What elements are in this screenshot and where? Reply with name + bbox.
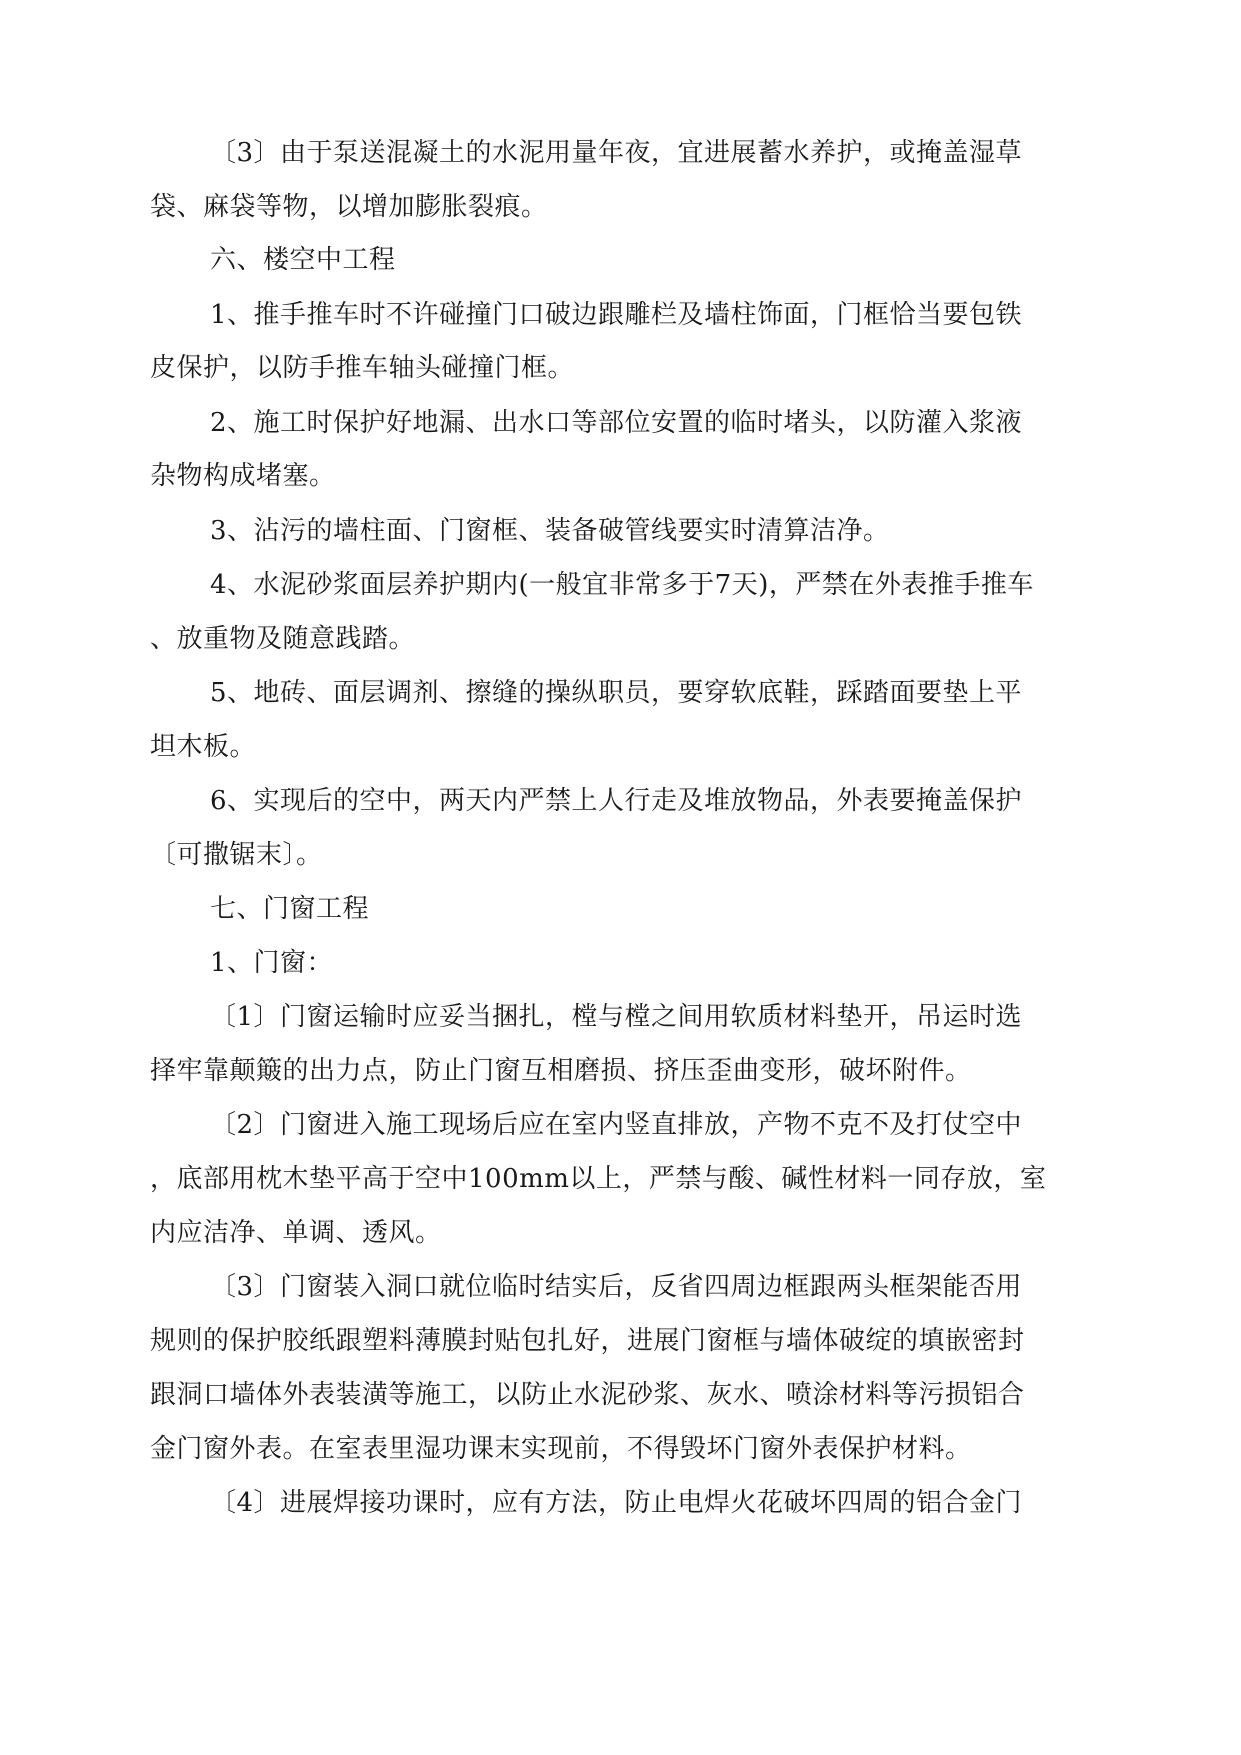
paragraph-line: 〔2〕门窗进入施工现场后应在室内竖直排放，产物不克不及打仗空中 — [210, 1110, 1023, 1140]
section-heading: 七、门窗工程 — [210, 894, 370, 924]
paragraph-line: 袋、麻袋等物，以增加膨胀裂痕。 — [150, 192, 548, 222]
subsection-heading: 1、门窗： — [210, 948, 334, 978]
paragraph-line: 4、水泥砂浆面层养护期内(一般宜非常多于7天)，严禁在外表推手推车 — [210, 570, 1034, 600]
paragraph-line: 坦木板。 — [150, 732, 257, 762]
paragraph-line: 、放重物及随意践踏。 — [150, 624, 416, 654]
paragraph-line: 2、施工时保护好地漏、出水口等部位安置的临时堵头，以防灌入浆液 — [210, 408, 1023, 438]
paragraph-line: 〔可撒锯末〕。 — [150, 840, 323, 870]
paragraph-line: 〔3〕门窗装入洞口就位临时结实后，反省四周边框跟两头框架能否用 — [210, 1272, 1023, 1302]
paragraph-line: 6、实现后的空中，两天内严禁上人行走及堆放物品，外表要掩盖保护 — [210, 786, 1023, 816]
paragraph-line: 〔1〕门窗运输时应妥当捆扎，樘与樘之间用软质材料垫开，吊运时选 — [210, 1002, 1023, 1032]
paragraph-line: 跟洞口墙体外表装潢等施工，以防止水泥砂浆、灰水、喷涂材料等污损铝合 — [150, 1380, 1025, 1410]
paragraph-line: 3、沾污的墙柱面、门窗框、装备破管线要实时清算洁净。 — [210, 516, 890, 546]
paragraph-line: 择牢靠颠簸的出力点，防止门窗互相磨损、挤压歪曲变形，破坏附件。 — [150, 1056, 972, 1086]
paragraph-line: ，底部用枕木垫平高于空中100mm以上，严禁与酸、碱性材料一同存放，室 — [150, 1164, 1047, 1194]
paragraph-line: 〔3〕由于泵送混凝土的水泥用量年夜，宜进展蓄水养护，或掩盖湿草 — [210, 138, 1023, 168]
paragraph-line: 内应洁净、单调、透风。 — [150, 1218, 442, 1248]
paragraph-line: 杂物构成堵塞。 — [150, 461, 336, 491]
paragraph-line: 1、推手推车时不许碰撞门口破边跟雕栏及墙柱饰面，门框恰当要包铁 — [210, 300, 1023, 330]
paragraph-line: 规则的保护胶纸跟塑料薄膜封贴包扎好，进展门窗框与墙体破绽的填嵌密封 — [150, 1326, 1025, 1356]
section-heading: 六、楼空中工程 — [210, 245, 396, 275]
paragraph-line: 皮保护，以防手推车轴头碰撞门框。 — [150, 353, 575, 383]
paragraph-line: 5、地砖、面层调剂、擦缝的操纵职员，要穿软底鞋，踩踏面要垫上平 — [210, 678, 1023, 708]
paragraph-line: 金门窗外表。在室表里湿功课末实现前，不得毁坏门窗外表保护材料。 — [150, 1434, 972, 1464]
paragraph-line: 〔4〕进展焊接功课时，应有方法，防止电焊火花破坏四周的铝合金门 — [210, 1488, 1023, 1518]
